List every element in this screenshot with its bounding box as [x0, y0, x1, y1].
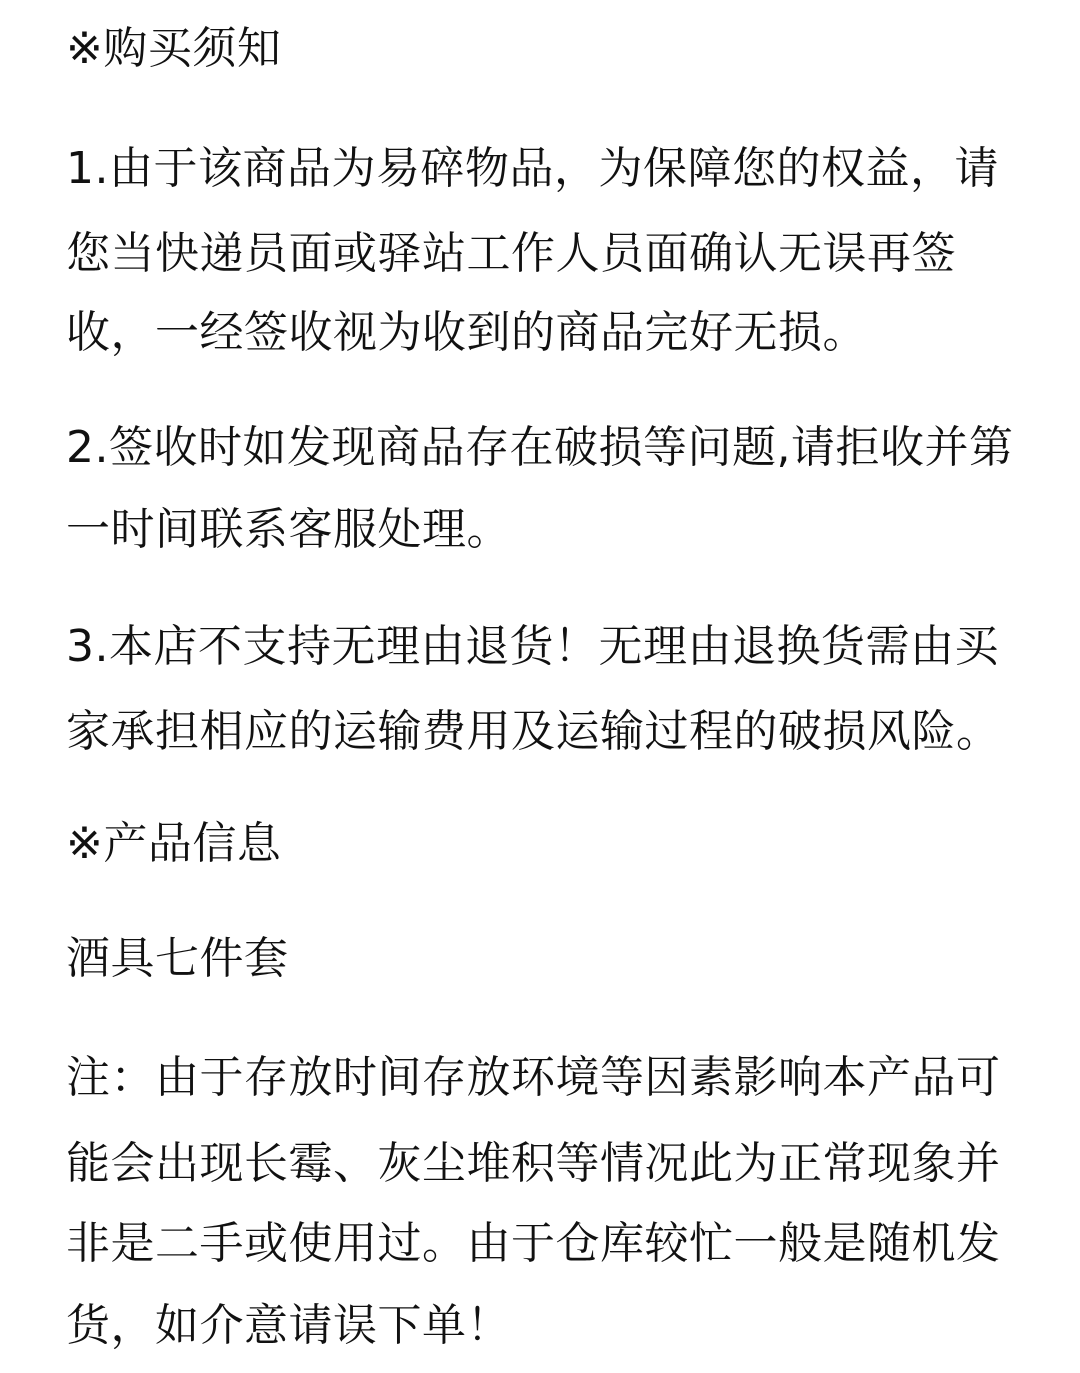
notice-item-1-line-3: 收，一经签收视为收到的商品完好无损。: [66, 307, 867, 358]
purchase-notice-heading: ※购买须知: [66, 23, 282, 74]
notice-item-2-line-1: 2.签收时如发现商品存在破损等问题,请拒收并第: [66, 422, 1014, 473]
product-info-heading: ※产品信息: [66, 818, 282, 869]
product-note-line-3: 非是二手或使用过。由于仓库较忙一般是随机发: [66, 1218, 1001, 1269]
product-note-line-4: 货，如介意请误下单！: [66, 1300, 511, 1351]
notice-item-1-line-2: 您当快递员面或驿站工作人员面确认无误再签: [66, 228, 956, 279]
product-note-line-2: 能会出现长霉、灰尘堆积等情况此为正常现象并: [66, 1138, 1001, 1189]
notice-item-3-line-2: 家承担相应的运输费用及运输过程的破损风险。: [66, 706, 1001, 757]
notice-item-3-line-1: 3.本店不支持无理由退货！无理由退换货需由买: [66, 621, 999, 672]
notice-item-2-line-2: 一时间联系客服处理。: [66, 504, 511, 555]
product-note-line-1: 注：由于存放时间存放环境等因素影响本产品可: [66, 1052, 1001, 1103]
product-name: 酒具七件套: [66, 933, 289, 984]
notice-item-1-line-1: 1.由于该商品为易碎物品，为保障您的权益，请: [66, 143, 999, 194]
